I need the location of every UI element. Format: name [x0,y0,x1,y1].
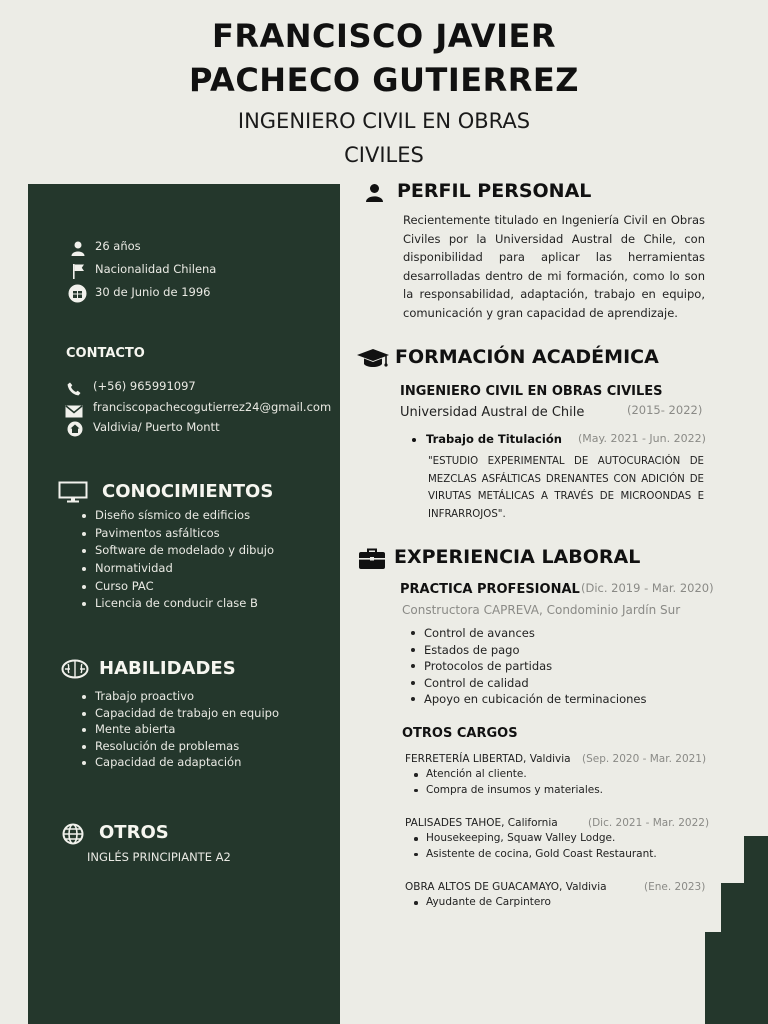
skill-item: Capacidad de adaptación [79,754,279,771]
knowledge-item: Software de modelado y dibujo [79,542,274,560]
job-task: Apoyo en cubicación de terminaciones [404,691,646,708]
mail-icon [65,404,83,418]
thesis-bullet [412,438,416,442]
monitor-icon [58,481,88,503]
person-icon [69,239,87,257]
job-task: Control de calidad [404,675,646,692]
globe-icon [61,822,85,846]
briefcase-icon [357,547,387,571]
other-job-task: Asistente de cocina, Gold Coast Restaurant. [406,847,657,863]
other-job-period: (Ene. 2023) [644,881,706,893]
other-job-task: Atención al cliente. [406,767,603,783]
other-job-task: Housekeeping, Squaw Valley Lodge. [406,831,657,847]
brain-icon [61,658,89,680]
calendar-gift-icon [67,283,87,303]
knowledge-item: Curso PAC [79,578,274,596]
skill-item: Mente abierta [79,721,279,738]
user-icon [364,182,384,202]
other-job-tasks [406,767,603,798]
job-title: PRACTICA PROFESIONAL [400,582,580,597]
job-task: Control de avances [404,625,646,642]
thesis-text: "ESTUDIO EXPERIMENTAL DE AUTOCURACIÓN DE MEZCLAS ASFÁLTICAS DRENANTES CON ADICIÓN DE VIRUTAS METÁLICAS A TRAVÉS DE MICROONDAS E INFRARROJOS". [428,456,704,520]
skill-item: Trabajo proactivo [79,688,279,705]
experience-heading: EXPERIENCIA LABORAL [394,546,641,568]
language-text: INGLÉS PRINCIPIANTE A2 [87,850,231,864]
birthdate-text: 30 de Junio de 1996 [95,285,211,299]
skill-item: Capacidad de trabajo en equipo [79,705,279,722]
graduation-cap-icon [355,348,391,372]
skill-item: Resolución de problemas [79,738,279,755]
knowledge-item: Normatividad [79,560,274,578]
knowledge-list [79,507,274,613]
other-job-title: FERRETERÍA LIBERTAD, Valdivia [405,753,571,765]
profile-heading: PERFIL PERSONAL [397,180,592,202]
decorative-block [705,932,768,1024]
other-job-task: Ayudante de Carpintero [406,895,551,911]
phone-text[interactable]: (+56) 965991097 [93,379,196,393]
age-text: 26 años [95,239,141,253]
other-job-title: OBRA ALTOS DE GUACAMAYO, Valdivia [405,881,607,893]
nationality-text: Nacionalidad Chilena [95,262,217,276]
profile-text: Recientemente titulado en Ingeniería Civil en Obras Civiles por la Universidad Austral de Chile, con disponibilidad para aplicar las herramientas desarrolladas dentro de mi formación, como lo son la responsabilidad, adaptación, trabajo en equipo, comunicación y gran capacidad de aprendizaje. [403,213,705,320]
location-text: Valdivia/ Puerto Montt [93,420,220,434]
other-job-period: (Dic. 2021 - Mar. 2022) [588,817,710,829]
other-job-tasks [406,895,551,911]
education-heading: FORMACIÓN ACADÉMICA [395,346,659,368]
job-tasks-list [404,625,646,708]
others-heading: OTROS [99,822,169,843]
thesis-label: Trabajo de Titulación [426,432,562,446]
profession-line-1: INGENIERO CIVIL EN OBRAS [237,109,531,133]
other-job-period: (Sep. 2020 - Mar. 2021) [582,753,707,765]
job-company: Constructora CAPREVA, Condominio Jardín Sur [402,603,681,617]
flag-icon [69,262,87,280]
job-task: Estados de pago [404,642,646,659]
other-job-task: Compra de insumos y materiales. [406,783,603,799]
other-job-tasks [406,831,657,862]
degree-title: INGENIERO CIVIL EN OBRAS CIVILES [400,384,663,399]
name-line-1: FRANCISCO JAVIER [212,17,556,55]
phone-icon [66,381,82,397]
education-period: (2015- 2022) [627,403,703,417]
university-name: Universidad Austral de Chile [400,405,585,420]
skills-list [79,688,279,771]
profession-line-2: CIVILES [344,143,424,167]
knowledge-item: Pavimentos asfálticos [79,525,274,543]
thesis-period: (May. 2021 - Jun. 2022) [578,432,706,445]
job-task: Protocolos de partidas [404,658,646,675]
other-job-title: PALISADES TAHOE, California [405,817,558,829]
name-line-2: PACHECO GUTIERREZ [189,61,579,99]
knowledge-item: Diseño sísmico de edificios [79,507,274,525]
contact-heading: CONTACTO [66,346,145,361]
header [0,14,768,170]
location-home-icon [66,420,83,437]
other-jobs-heading: OTROS CARGOS [402,726,518,741]
job-period: (Dic. 2019 - Mar. 2020) [581,581,714,595]
knowledge-heading: CONOCIMIENTOS [102,481,274,502]
knowledge-item: Licencia de conducir clase B [79,595,274,613]
skills-heading: HABILIDADES [99,658,236,679]
email-text[interactable]: franciscopachecogutierrez24@gmail.com [93,400,332,414]
